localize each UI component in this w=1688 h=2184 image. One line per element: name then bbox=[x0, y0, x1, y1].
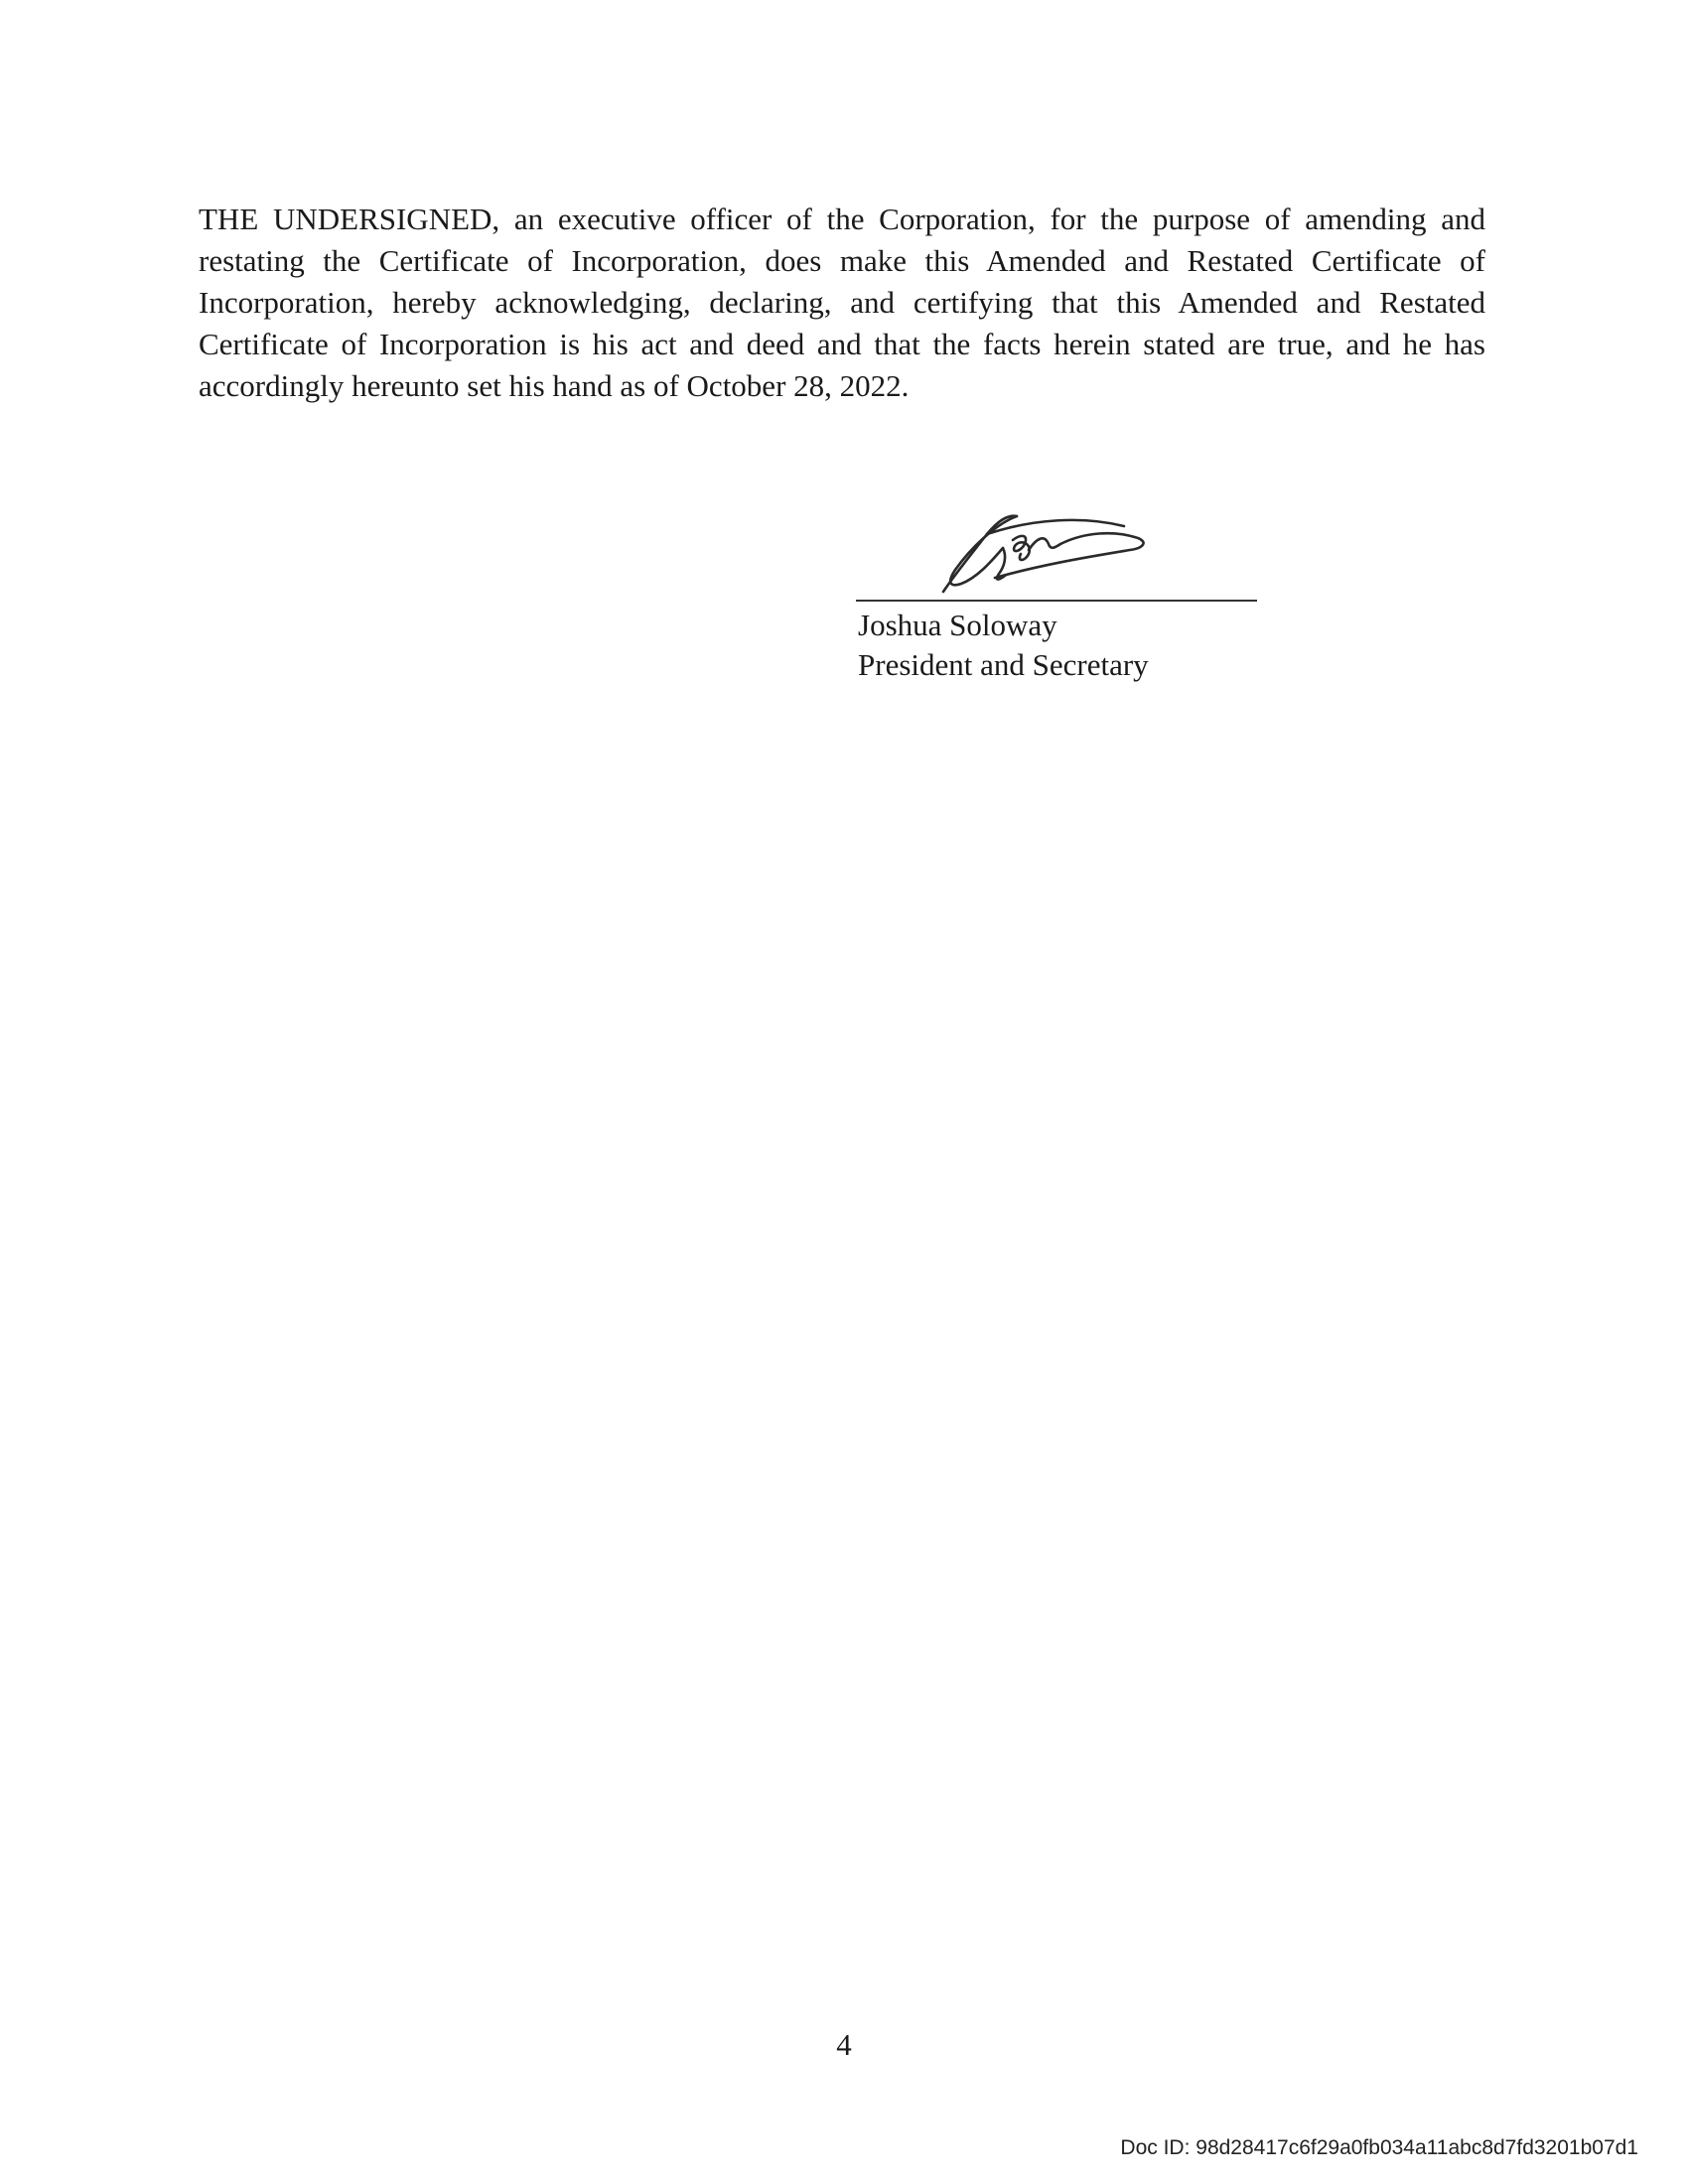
body-paragraph: THE UNDERSIGNED, an executive officer of the Corporation, for the purpose of amending and restating the Certificate of Incorporation, does make this Amended and Restated Certificate of Incorporation, hereby acknowledging, declaring, and certifying that this Amended and Restated Certificate of Incorporation is his act and deed and that the facts herein stated are true, and he has accordingly hereunto set his hand as of October 28, 2022. bbox=[199, 202, 1485, 403]
doc-id: Doc ID: 98d28417c6f29a0fb034a11abc8d7fd3201b07d1 bbox=[1120, 2136, 1638, 2159]
signer-title: President and Secretary bbox=[858, 647, 1149, 682]
signature-line bbox=[856, 600, 1257, 602]
signer-name: Joshua Soloway bbox=[858, 608, 1057, 642]
handwritten-signature bbox=[925, 504, 1164, 599]
page-number: 4 bbox=[836, 2027, 852, 2062]
